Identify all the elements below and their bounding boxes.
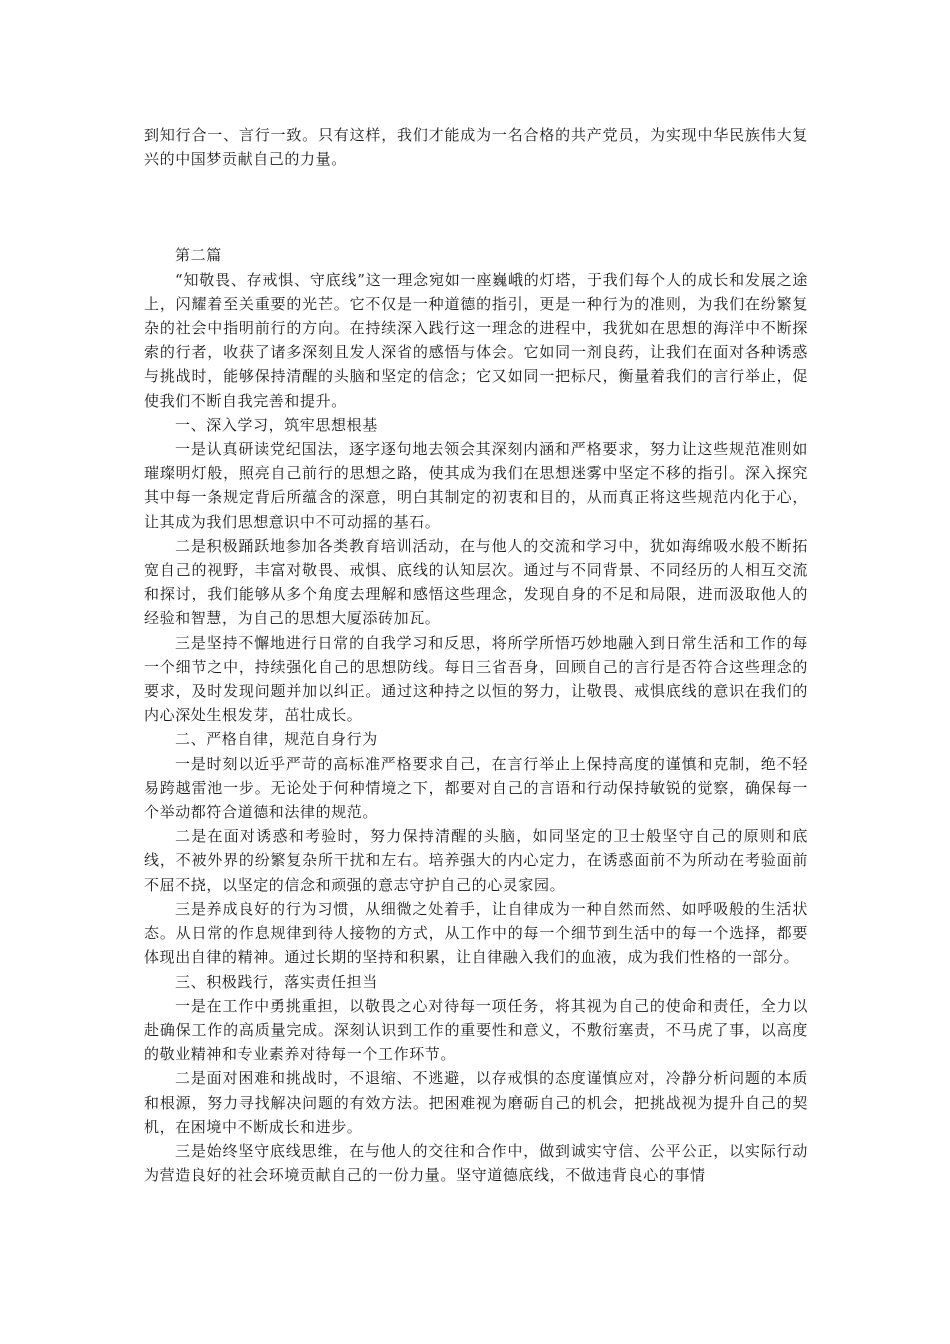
section-heading-1: 一、深入学习，筑牢思想根基 — [175, 415, 378, 434]
body-paragraph: 三是坚持不懈地进行日常的自我学习和反思，将所学所悟巧妙地融入到日常生活和工作的每一个细节之中，持续强化自己的思想防线。每日三省吾身，回顾自己的言行是否符合这些理念的要求，及时发现问题并加以纠正。通过这种持之以恒的努力，让敬畏、戒惧底线的意识在我们的内心深处生根发芽，茁壮成长。 — [144, 633, 808, 725]
body-paragraph: 三是始终坚守底线思维，在与他人的交往和合作中，做到诚实守信、公平公正，以实际行动为营造良好的社会环境贡献自己的一份力量。坚守道德底线，不做违背良心的事情 — [144, 1141, 808, 1185]
body-paragraph: 一是在工作中勇挑重担，以敬畏之心对待每一项任务，将其视为自己的使命和责任，全力以赴确保工作的高质量完成。深刻认识到工作的重要性和意义，不敷衍塞责，不马虎了事，以高度的敬业精神和专业素养对待每一个工作环节。 — [144, 996, 808, 1064]
body-paragraph: 二是在面对诱惑和考验时，努力保持清醒的头脑，如同坚定的卫士般坚守自己的原则和底线，不被外界的纷繁复杂所干扰和左右。培养强大的内心定力，在诱惑面前不为所动在考验面前不屈不挠，以坚定的信念和顽强的意志守护自己的心灵家园。 — [144, 827, 808, 894]
body-paragraph: 一是认真研读党纪国法，逐字逐句地去领会其深刻内涵和严格要求，努力让这些规范准则如璀璨明灯般，照亮自己前行的思想之路，使其成为我们在思想迷雾中坚定不移的指引。深入探究其中每一条规定背后所蕴含的深意，明白其制定的初衷和目的，从而真正将这些规范内化于心，让其成为我们思想意识中不可动摇的基石。 — [144, 440, 808, 531]
section-heading-3: 三、积极践行，落实责任担当 — [175, 972, 378, 991]
body-paragraph: 一是时刻以近乎严苛的高标准严格要求自己，在言行举止上保持高度的谨慎和克制，绝不轻易跨越雷池一步。无论处于何种情境之下，都要对自己的言语和行动保持敏锐的觉察，确保每一个举动都符合道德和法律的规范。 — [144, 754, 808, 822]
body-paragraph: 二是积极踊跃地参加各类教育培训活动，在与他人的交流和学习中，犹如海绵吸水般不断拓宽自己的视野，丰富对敬畏、戒惧、底线的认知层次。通过与不同背景、不同经历的人相互交流和探讨，我们能够从多个角度去理解和感悟这些理念，发现自身的不足和局限，进而汲取他人的经验和智慧，为自己的思想大厦添砖加瓦。 — [144, 536, 808, 628]
section-heading-2: 二、严格自律，规范自身行为 — [175, 730, 378, 749]
continuation-paragraph: 到知行合一、言行一致。只有这样，我们才能成为一名合格的共产党员，为实现中华民族伟大复兴的中国梦贡献自己的力量。 — [144, 126, 808, 169]
intro-paragraph: “知敬畏、存戒惧、守底线”这一理念宛如一座巍峨的灯塔，于我们每个人的成长和发展之途上，闪耀着至关重要的光芒。它不仅是一种道德的指引，更是一种行为的准则，为我们在纷繁复杂的社会中指明前行的方向。在持续深入践行这一理念的进程中，我犹如在思想的海洋中不断探索的行者，收获了诸多深刻且发人深省的感悟与体会。它如同一剂良药，让我们在面对各种诱惑与挑战时，能够保持清醒的头脑和坚定的信念；它又如同一把标尺，衡量着我们的言行举止，促使我们不断自我完善和提升。 — [144, 270, 808, 410]
chapter-label: 第二篇 — [175, 246, 222, 265]
body-paragraph: 二是面对困难和挑战时，不退缩、不逃避，以存戒惧的态度谨慎应对，冷静分析问题的本质和根源，努力寻找解决问题的有效方法。把困难视为磨砺自己的机会，把挑战视为提升自己的契机，在困境中不断成长和进步。 — [144, 1069, 808, 1136]
body-paragraph: 三是养成良好的行为习惯，从细微之处着手，让自律成为一种自然而然、如呼吸般的生活状态。从日常的作息规律到待人接物的方式，从工作中的每一个细节到生活中的每一个选择，都要体现出自律的精神。通过长期的坚持和积累，让自律融入我们的血液，成为我们性格的一部分。 — [144, 899, 808, 967]
section-break — [144, 171, 808, 243]
document-body — [144, 123, 808, 1187]
